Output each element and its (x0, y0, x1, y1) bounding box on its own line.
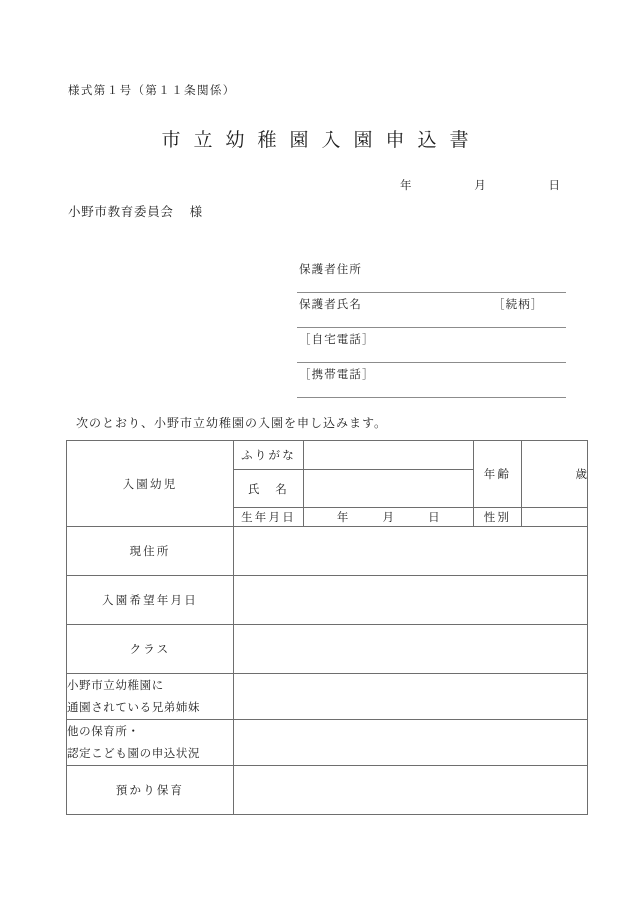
birthdate-label: 生年月日 (234, 508, 304, 527)
form-number: 様式第１号（第１１条関係） (68, 83, 236, 97)
age-label: 年齢 (474, 441, 522, 508)
siblings-label-line2: 通園されている兄弟姉妹 (67, 699, 201, 714)
guardian-address-row[interactable] (297, 258, 566, 293)
guardian-mobile-phone-row[interactable] (297, 363, 566, 398)
age-unit-label[interactable]: 歳 (522, 441, 588, 508)
birthdate-year-label: 年 (336, 510, 349, 524)
guardian-home-phone-row[interactable] (297, 328, 566, 363)
other-applications-label-line2: 認定こども園の申込状況 (67, 745, 201, 760)
other-applications-label-line1: 他の保育所・ (67, 724, 140, 739)
desired-entry-date-input[interactable] (234, 576, 588, 625)
guardian-address-label: 保護者住所 (299, 262, 362, 276)
extended-care-input[interactable] (234, 766, 588, 815)
class-input[interactable] (234, 625, 588, 674)
guardian-info-block (297, 258, 566, 398)
guardian-home-phone-label: ［自宅電話］ (299, 332, 375, 346)
siblings-label-line1: 小野市立幼稚園に (67, 678, 164, 693)
date-month-label: 月 (474, 178, 486, 192)
class-label: クラス (67, 625, 234, 674)
desired-entry-date-label: 入園希望年月日 (67, 576, 234, 625)
other-applications-input[interactable] (234, 720, 588, 766)
addressee-name: 小野市教育委員会 (68, 204, 174, 219)
table-row (67, 441, 588, 470)
birthdate-input[interactable] (304, 508, 474, 527)
extended-care-label: 預かり保育 (67, 766, 234, 815)
child-section-label: 入園幼児 (67, 441, 234, 527)
siblings-input[interactable] (234, 674, 588, 720)
siblings-label (67, 674, 234, 720)
guardian-mobile-phone-label: ［携帯電話］ (299, 367, 375, 381)
table-row (67, 766, 588, 815)
intro-sentence: 次のとおり、小野市立幼稚園の入園を申し込みます。 (76, 416, 388, 430)
table-row (67, 625, 588, 674)
table-row (67, 720, 588, 766)
furigana-input[interactable] (304, 441, 474, 470)
birthdate-day-label: 日 (428, 510, 441, 524)
sex-input[interactable] (522, 508, 588, 527)
child-name-label: 氏 名 (234, 470, 304, 508)
application-form-table (66, 440, 588, 815)
sex-label: 性別 (474, 508, 522, 527)
page-title: 市立幼稚園入園申込書 (161, 129, 482, 151)
addressee-honorific: 様 (189, 204, 203, 219)
addressee (68, 202, 203, 220)
birthdate-month-label: 月 (382, 510, 395, 524)
date-year-label: 年 (400, 178, 412, 192)
current-address-label: 現住所 (67, 527, 234, 576)
guardian-name-row[interactable] (297, 293, 566, 328)
table-row (67, 674, 588, 720)
child-name-input[interactable] (304, 470, 474, 508)
guardian-name-label: 保護者氏名 (299, 297, 362, 311)
date-day-label: 日 (548, 178, 560, 192)
current-address-input[interactable] (234, 527, 588, 576)
table-row (67, 527, 588, 576)
other-applications-label (67, 720, 234, 766)
furigana-label: ふりがな (234, 441, 304, 470)
date-line (400, 177, 560, 193)
guardian-relationship-label: ［続柄］ (493, 297, 544, 311)
table-row (67, 576, 588, 625)
